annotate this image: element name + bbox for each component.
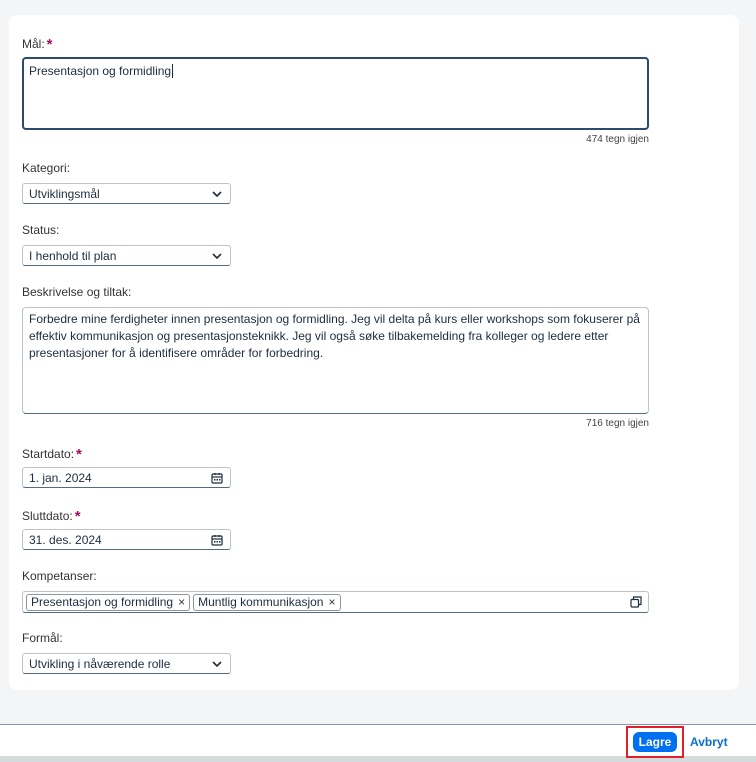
competency-chip[interactable] [193,594,340,611]
description-textarea[interactable]: Forbedre mine ferdigheter innen presentasjon og formidling. Jeg vil delta på kurs eller workshops som fokuserer på effektiv kommunikasjon og presentasjonsteknikk. Jeg vil også søke tilbakemelding fra kolleger og ledere etter presentasjoner for å identifisere områder for forbedring. [22,307,649,414]
required-mark: * [46,36,53,53]
required-mark: * [76,446,82,463]
competency-chip[interactable] [26,594,190,611]
close-icon[interactable]: × [328,595,336,609]
close-icon[interactable]: × [178,595,186,609]
chevron-down-icon[interactable] [210,657,224,671]
category-value: Utviklingsmål [29,186,100,201]
competencies-multiinput[interactable] [22,591,649,613]
description-char-count: 716 tegn igjen [586,418,649,429]
purpose-select[interactable] [22,653,231,674]
category-label: Kategori: [22,161,71,175]
goal-textarea[interactable]: Presentasjon og formidling [22,57,649,130]
chevron-down-icon[interactable] [210,249,224,263]
calendar-icon[interactable] [210,471,224,485]
start-date-value: 1. jan. 2024 [29,470,92,485]
save-button[interactable]: Lagre [633,732,677,752]
calendar-icon[interactable] [210,533,224,547]
purpose-label: Formål: [22,631,63,645]
competencies-label: Kompetanser: [22,569,97,583]
chip-label: Muntlig kommunikasjon [198,595,324,609]
goal-char-count: 474 tegn igjen [586,134,649,145]
goal-label: Mål: * [22,36,53,53]
cancel-button[interactable]: Avbryt [690,735,728,749]
chevron-down-icon[interactable] [210,187,224,201]
value-help-icon[interactable] [628,594,644,610]
purpose-value: Utvikling i nåværende rolle [29,656,171,671]
chip-label: Presentasjon og formidling [31,595,174,609]
description-label: Beskrivelse og tiltak: [22,285,132,299]
status-label: Status: [22,223,60,237]
start-date-label: Startdato: * [22,446,82,463]
end-date-value: 31. des. 2024 [29,532,102,547]
end-date-input[interactable] [22,529,231,550]
start-date-input[interactable] [22,467,231,488]
category-select[interactable] [22,183,231,204]
end-date-label: Sluttdato: * [22,508,81,525]
status-value: I henhold til plan [29,248,117,263]
status-select[interactable] [22,245,231,266]
required-mark: * [74,508,81,525]
